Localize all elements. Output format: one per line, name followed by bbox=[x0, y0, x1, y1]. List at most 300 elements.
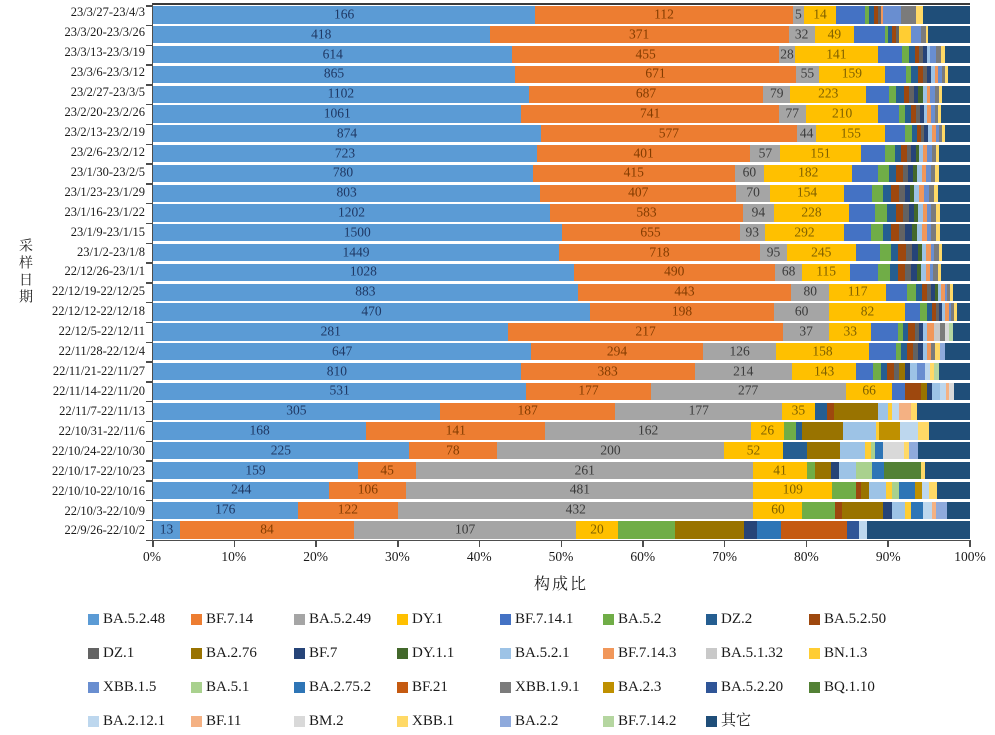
bar-segment-BA.5.2.49 bbox=[736, 185, 769, 202]
y-axis-category-label: 22/11/28-22/12/4 bbox=[58, 344, 145, 359]
bar-23/1/30-23/2/5 bbox=[153, 165, 970, 182]
y-axis-tick bbox=[146, 282, 153, 284]
bar-segment-DY.1 bbox=[751, 422, 784, 439]
y-axis-category-label: 22/11/21-22/11/27 bbox=[52, 364, 145, 379]
bar-segment-DY.1 bbox=[753, 502, 802, 519]
bar-row bbox=[153, 64, 970, 84]
legend-label: BA.2.76 bbox=[206, 645, 257, 661]
legend-item-BA.5.2.48 bbox=[88, 612, 189, 627]
legend-label: BQ.1.10 bbox=[824, 679, 875, 695]
bar-22/11/28-22/12/4 bbox=[153, 343, 970, 360]
y-axis-category-label: 22/12/26-23/1/1 bbox=[64, 264, 145, 279]
legend-item-BA.5.2.1 bbox=[500, 646, 601, 661]
bar-22/9/26-22/10/2 bbox=[153, 521, 970, 538]
legend-item-BF.7.14 bbox=[191, 612, 292, 627]
y-axis-tick bbox=[146, 262, 153, 264]
bar-segment-BF.7.14 bbox=[180, 521, 354, 538]
legend-item-DZ.2 bbox=[706, 612, 807, 627]
bar-segment-BA.5.2.50 bbox=[898, 264, 905, 281]
segment-value-label: 95 bbox=[766, 244, 781, 260]
bar-row bbox=[153, 5, 970, 25]
bar-segment-BF.7.14 bbox=[409, 442, 497, 459]
bar-segment-BA.5.2.49 bbox=[735, 165, 764, 182]
bar-segment-BA.2.12.1 bbox=[923, 502, 931, 519]
segment-value-label: 20 bbox=[590, 521, 604, 537]
legend-label: BF.7.14 bbox=[206, 611, 254, 627]
bar-row bbox=[153, 203, 970, 223]
bar-segment-BA.5.2.48 bbox=[153, 6, 535, 23]
x-axis-tick-label: 70% bbox=[712, 549, 737, 564]
segment-value-label: 14 bbox=[813, 6, 827, 22]
legend-label: DZ.1 bbox=[103, 645, 135, 661]
y-axis-tick bbox=[146, 64, 153, 66]
legend-label: DZ.2 bbox=[721, 611, 753, 627]
bar-segment-DZ.2 bbox=[815, 403, 827, 420]
bar-segment-BA.5.2.48 bbox=[153, 502, 298, 519]
segment-value-label: 79 bbox=[770, 85, 784, 101]
x-axis-title: 构成比 bbox=[533, 576, 588, 593]
bar-segment-BA.5.2.48 bbox=[153, 442, 409, 459]
bar-segment-BA.5.2 bbox=[907, 284, 916, 301]
bar-row bbox=[153, 25, 970, 45]
y-axis-category-label: 23/1/9-23/1/15 bbox=[70, 224, 145, 239]
y-axis-tick bbox=[146, 361, 153, 363]
y-axis-category-label: 23/3/20-23/3/26 bbox=[64, 25, 145, 40]
segment-value-label: 177 bbox=[688, 402, 709, 418]
bar-segment-BF.7.14.1 bbox=[856, 363, 872, 380]
bar-segment-BA.5.2.1 bbox=[843, 422, 876, 439]
bar-segment-BA.5.2.49 bbox=[791, 284, 829, 301]
segment-value-label: 158 bbox=[812, 343, 833, 359]
segment-value-label: 57 bbox=[758, 145, 773, 161]
legend-item-BN.1.3 bbox=[809, 646, 910, 661]
bar-segment-BA.2.75.2 bbox=[911, 502, 923, 519]
bar-23/1/9-23/1/15 bbox=[153, 224, 970, 241]
legend-item-BA.5.2.50 bbox=[809, 612, 910, 627]
x-axis-tick bbox=[969, 540, 971, 547]
bar-segment-BA.5.2.48 bbox=[153, 145, 537, 162]
y-axis-category-label: 23/2/13-23/2/19 bbox=[64, 124, 145, 139]
bar-segment-BA.2.76 bbox=[834, 403, 879, 420]
bar-segment-BF.7.14 bbox=[515, 66, 796, 83]
legend-color-swatch bbox=[191, 682, 202, 693]
bar-segment-BA.5.2.49 bbox=[779, 46, 795, 63]
bar-segment-DZ.2 bbox=[883, 185, 890, 202]
segment-value-label: 277 bbox=[738, 383, 759, 399]
y-axis-category-label: 23/1/23-23/1/29 bbox=[64, 184, 145, 199]
bar-segment-BF.7.14.1 bbox=[856, 244, 881, 261]
bar-segment-BA.5.2 bbox=[802, 502, 835, 519]
bar-row bbox=[153, 164, 970, 184]
bar-segment-DZ.2 bbox=[883, 224, 891, 241]
legend-label: BA.2.2 bbox=[515, 713, 559, 729]
bar-segment-BA.5.2.48 bbox=[153, 403, 440, 420]
legend-label: XBB.1.9.1 bbox=[515, 679, 580, 695]
legend-color-swatch bbox=[603, 614, 614, 625]
segment-value-label: 780 bbox=[332, 165, 354, 181]
segment-value-label: 217 bbox=[635, 323, 656, 339]
segment-value-label: 443 bbox=[674, 283, 695, 299]
bar-22/12/12-22/12/18 bbox=[153, 303, 970, 320]
x-axis-tick bbox=[315, 540, 317, 547]
segment-value-label: 383 bbox=[597, 363, 618, 379]
bar-segment-BA.5.2.20 bbox=[847, 521, 859, 538]
legend-color-swatch bbox=[191, 716, 202, 727]
bar-row bbox=[153, 104, 970, 124]
bar-row bbox=[153, 282, 970, 302]
bar-segment-BA.5.2.49 bbox=[651, 383, 846, 400]
legend-color-swatch bbox=[397, 648, 408, 659]
bar-segment-BA.5.2 bbox=[784, 422, 796, 439]
plot-area bbox=[152, 3, 970, 541]
y-axis-category-label: 22/11/7-22/11/13 bbox=[59, 403, 145, 418]
bar-segment-BA.2.3 bbox=[879, 422, 899, 439]
bar-segment-BA.5.2.48 bbox=[153, 204, 550, 221]
segment-value-label: 44 bbox=[799, 125, 814, 141]
bar-segment-BA.5.2.48 bbox=[153, 86, 529, 103]
legend-item-BF.7.14.3 bbox=[603, 646, 704, 661]
legend-item-其它 bbox=[706, 714, 807, 729]
segment-value-label: 1028 bbox=[349, 264, 377, 280]
x-axis-tick bbox=[724, 540, 726, 547]
y-axis-category-label: 22/12/19-22/12/25 bbox=[51, 284, 145, 299]
bar-segment-BF.7.14 bbox=[540, 185, 736, 202]
legend-color-swatch bbox=[603, 682, 614, 693]
legend-color-swatch bbox=[500, 648, 511, 659]
segment-value-label: 481 bbox=[569, 482, 590, 498]
y-axis-tick bbox=[146, 25, 153, 27]
legend-label: BA.5.2.49 bbox=[309, 611, 372, 627]
bar-22/10/31-22/11/6 bbox=[153, 422, 970, 439]
segment-value-label: 141 bbox=[445, 422, 466, 438]
segment-value-label: 162 bbox=[637, 422, 659, 438]
y-axis-category-label: 22/12/5-22/12/11 bbox=[58, 324, 145, 339]
y-axis-category-label: 23/2/27-23/3/5 bbox=[70, 85, 145, 100]
bar-22/10/24-22/10/30 bbox=[153, 442, 970, 459]
segment-value-label: 55 bbox=[800, 66, 815, 82]
bar-segment-BA.5.2 bbox=[920, 303, 927, 320]
bar-segment-BA.5.2 bbox=[878, 264, 890, 281]
segment-value-label: 470 bbox=[361, 303, 382, 319]
legend-label: BA.2.12.1 bbox=[103, 713, 166, 729]
legend-label: DY.1.1 bbox=[412, 645, 455, 661]
bar-segment-DY.1 bbox=[792, 363, 857, 380]
bar-segment-BF.7.14 bbox=[512, 46, 778, 63]
legend-item-BF.7 bbox=[294, 646, 395, 661]
bar-segment-DY.1 bbox=[576, 521, 618, 538]
legend-item-BF.7.14.2 bbox=[603, 714, 704, 729]
legend-color-swatch bbox=[294, 716, 305, 727]
bar-segment-BA.5.2.49 bbox=[779, 105, 806, 122]
bar-segment-BF.7.14.1 bbox=[869, 343, 897, 360]
segment-value-label: 415 bbox=[623, 165, 644, 181]
legend-label: BN.1.3 bbox=[824, 645, 868, 661]
x-axis-tick bbox=[397, 540, 399, 547]
segment-value-label: 182 bbox=[798, 165, 819, 181]
legend-item-BA.2.12.1 bbox=[88, 714, 189, 729]
segment-value-label: 107 bbox=[454, 521, 476, 537]
legend-color-swatch bbox=[706, 716, 717, 727]
bar-segment-其它 bbox=[945, 343, 970, 360]
bar-segment-BA.2.76 bbox=[807, 442, 840, 459]
y-axis-category-label: 22/11/14-22/11/20 bbox=[52, 383, 145, 398]
y-axis-tick bbox=[146, 124, 153, 126]
bar-segment-BA.5.2 bbox=[885, 145, 895, 162]
legend-label: BF.7.14.1 bbox=[515, 611, 574, 627]
bar-segment-其它 bbox=[938, 185, 970, 202]
bar-segment-BA.5.2.49 bbox=[545, 422, 751, 439]
x-axis-tick bbox=[152, 540, 154, 547]
bar-row bbox=[153, 84, 970, 104]
bar-segment-BA.5.2.48 bbox=[153, 422, 366, 439]
segment-value-label: 112 bbox=[654, 6, 674, 22]
legend-item-BF.7.14.1 bbox=[500, 612, 601, 627]
bar-segment-BA.5.2 bbox=[875, 204, 887, 221]
legend-label: DY.1 bbox=[412, 611, 443, 627]
bar-segment-BA.5.2.1 bbox=[840, 442, 865, 459]
bar-segment-BN.1.3 bbox=[899, 26, 911, 43]
legend-color-swatch bbox=[191, 614, 202, 625]
bar-row bbox=[153, 520, 970, 540]
bar-segment-BF.21 bbox=[781, 521, 846, 538]
bar-22/11/21-22/11/27 bbox=[153, 363, 970, 380]
bar-row bbox=[153, 322, 970, 342]
legend-label: XBB.1.5 bbox=[103, 679, 157, 695]
segment-value-label: 198 bbox=[671, 303, 693, 319]
segment-value-label: 261 bbox=[574, 462, 595, 478]
bar-row bbox=[153, 362, 970, 382]
y-axis-tick bbox=[146, 223, 153, 225]
bar-segment-BA.5.2.48 bbox=[153, 105, 521, 122]
segment-value-label: 60 bbox=[794, 303, 809, 319]
bar-segment-BQ.1.10 bbox=[884, 462, 921, 479]
segment-value-label: 305 bbox=[286, 402, 307, 418]
legend-label: BA.5.2.1 bbox=[515, 645, 570, 661]
y-axis-tick bbox=[146, 45, 153, 47]
bar-segment-BA.5.2.1 bbox=[932, 383, 940, 400]
bar-segment-BA.5.2.48 bbox=[153, 284, 578, 301]
segment-value-label: 418 bbox=[311, 26, 332, 42]
bar-segment-BA.5.2.48 bbox=[153, 185, 540, 202]
bar-23/2/6-23/2/12 bbox=[153, 145, 970, 162]
legend-color-swatch bbox=[397, 614, 408, 625]
bar-segment-DY.1 bbox=[724, 442, 783, 459]
bar-segment-BA.5.2.48 bbox=[153, 125, 541, 142]
bar-segment-DY.1 bbox=[790, 86, 866, 103]
bar-segment-DY.1 bbox=[782, 403, 815, 420]
bar-row bbox=[153, 183, 970, 203]
bar-row bbox=[153, 302, 970, 322]
bar-segment-BA.5.2 bbox=[832, 482, 857, 499]
segment-value-label: 93 bbox=[745, 224, 759, 240]
bar-segment-BA.5.2.49 bbox=[398, 502, 753, 519]
bar-segment-DY.1 bbox=[770, 185, 844, 202]
bar-segment-其它 bbox=[867, 521, 970, 538]
bar-segment-DY.1 bbox=[753, 462, 806, 479]
bar-segment-BA.5.2.49 bbox=[774, 303, 830, 320]
bar-segment-DY.1 bbox=[776, 343, 868, 360]
segment-value-label: 577 bbox=[658, 125, 680, 141]
bar-23/2/20-23/2/26 bbox=[153, 105, 970, 122]
segment-value-label: 407 bbox=[628, 184, 649, 200]
segment-value-label: 883 bbox=[355, 283, 376, 299]
x-axis-tick bbox=[806, 540, 808, 547]
legend-item-XBB.1.9.1 bbox=[500, 680, 601, 695]
bar-segment-BA.2.75.2 bbox=[875, 442, 883, 459]
y-axis-title: 采样日期 bbox=[17, 238, 32, 306]
bar-segment-其它 bbox=[953, 284, 970, 301]
bar-segment-BA.5.1 bbox=[856, 462, 872, 479]
bar-segment-DY.1 bbox=[802, 264, 849, 281]
y-axis-tick bbox=[146, 401, 153, 403]
legend-color-swatch bbox=[706, 648, 717, 659]
x-axis-tick-label: 60% bbox=[630, 549, 656, 564]
bar-segment-BF.7.14 bbox=[298, 502, 398, 519]
y-axis-category-label: 23/1/2-23/1/8 bbox=[76, 244, 145, 259]
bar-segment-BF.7 bbox=[744, 521, 756, 538]
bar-segment-BA.5.2.49 bbox=[760, 244, 787, 261]
bar-segment-其它 bbox=[939, 165, 970, 182]
bar-segment-BF.7.14 bbox=[329, 482, 406, 499]
bar-segment-DZ.2 bbox=[890, 264, 898, 281]
bar-segment-其它 bbox=[947, 502, 970, 519]
bar-segment-BA.2.76 bbox=[861, 482, 869, 499]
bar-segment-BA.5.2.48 bbox=[153, 303, 590, 320]
bar-segment-其它 bbox=[923, 6, 970, 23]
segment-value-label: 874 bbox=[336, 125, 358, 141]
bar-segment-其它 bbox=[940, 224, 970, 241]
bar-segment-BF.7.14 bbox=[508, 323, 783, 340]
segment-value-label: 432 bbox=[565, 501, 586, 517]
bar-segment-BA.5.2 bbox=[873, 363, 881, 380]
segment-value-label: 80 bbox=[803, 283, 817, 299]
bar-segment-BA.5.2.50 bbox=[898, 244, 906, 261]
bar-segment-BA.5.2 bbox=[878, 165, 889, 182]
bar-segment-BA.2.76 bbox=[675, 521, 744, 538]
segment-value-label: 5 bbox=[795, 6, 802, 22]
x-axis-tick-label: 100% bbox=[954, 549, 986, 564]
bar-segment-BA.5.2.50 bbox=[891, 185, 899, 202]
bar-segment-BA.5.2.48 bbox=[153, 521, 180, 538]
legend-color-swatch bbox=[88, 682, 99, 693]
legend-label: BF.7.14.3 bbox=[618, 645, 677, 661]
bar-segment-BF.7.14.1 bbox=[844, 185, 872, 202]
bar-segment-BF.7.14.1 bbox=[878, 46, 903, 63]
bar-segment-BA.5.2.49 bbox=[743, 204, 774, 221]
bar-segment-DY.1 bbox=[780, 145, 860, 162]
x-axis-tick-label: 50% bbox=[548, 549, 574, 564]
segment-value-label: 77 bbox=[785, 105, 800, 121]
bar-segment-BA.5.2.48 bbox=[153, 363, 521, 380]
bar-segment-BA.5.2.49 bbox=[775, 264, 803, 281]
bar-segment-DY.1 bbox=[753, 482, 831, 499]
legend-color-swatch bbox=[88, 716, 99, 727]
segment-value-label: 35 bbox=[791, 402, 806, 418]
bar-segment-BF.7.14 bbox=[537, 145, 750, 162]
bar-segment-BF.7.14.1 bbox=[885, 125, 905, 142]
bar-segment-BF.7 bbox=[831, 462, 839, 479]
bar-segment-DY.1 bbox=[787, 244, 856, 261]
segment-value-label: 94 bbox=[751, 204, 766, 220]
segment-value-label: 37 bbox=[799, 323, 813, 339]
bar-segment-BA.5.2.1 bbox=[892, 502, 904, 519]
bar-segment-BF.7.14 bbox=[521, 105, 778, 122]
bar-segment-其它 bbox=[948, 66, 970, 83]
bar-segment-XBB.1.9.1 bbox=[901, 6, 916, 23]
bar-segment-XBB.1.5 bbox=[917, 363, 925, 380]
segment-value-label: 155 bbox=[840, 125, 861, 141]
legend-color-swatch bbox=[88, 614, 99, 625]
bar-segment-BF.7.14 bbox=[578, 284, 791, 301]
legend-item-BA.2.75.2 bbox=[294, 680, 395, 695]
bar-22/10/10-22/10/16 bbox=[153, 482, 970, 499]
y-axis-category-label: 22/10/31-22/11/6 bbox=[58, 423, 145, 438]
bar-23/3/20-23/3/26 bbox=[153, 26, 970, 43]
bar-segment-BA.5.2.48 bbox=[153, 264, 574, 281]
segment-value-label: 244 bbox=[231, 482, 252, 498]
bar-segment-BA.5.2.49 bbox=[796, 66, 819, 83]
bar-segment-BA.5.2 bbox=[618, 521, 675, 538]
bar-segment-其它 bbox=[953, 323, 970, 340]
segment-value-label: 117 bbox=[847, 283, 868, 299]
bar-segment-BF.7.14 bbox=[440, 403, 616, 420]
bar-segment-BA.5.2.49 bbox=[763, 86, 790, 103]
bar-segment-其它 bbox=[954, 383, 970, 400]
bar-segment-BF.7.14 bbox=[541, 125, 797, 142]
y-axis-tick bbox=[146, 302, 153, 304]
bar-22/11/14-22/11/20 bbox=[153, 383, 970, 400]
bar-segment-BA.2.12.1 bbox=[900, 422, 919, 439]
segment-value-label: 143 bbox=[814, 363, 835, 379]
bar-segment-BF.7.14.1 bbox=[905, 303, 920, 320]
y-axis-tick bbox=[146, 520, 153, 522]
bar-23/3/6-23/3/12 bbox=[153, 66, 970, 83]
bar-segment-BA.5.2 bbox=[807, 462, 815, 479]
segment-value-label: 223 bbox=[818, 85, 839, 101]
segment-value-label: 210 bbox=[831, 105, 853, 121]
segment-value-label: 166 bbox=[334, 6, 355, 22]
segment-value-label: 109 bbox=[782, 482, 803, 498]
segment-value-label: 33 bbox=[843, 323, 858, 339]
segment-value-label: 70 bbox=[746, 184, 760, 200]
bar-segment-DY.1 bbox=[804, 6, 836, 23]
bar-segment-BF.7.14 bbox=[521, 363, 695, 380]
bar-segment-BA.5.2.49 bbox=[793, 6, 804, 23]
bar-segment-BA.5.2.48 bbox=[153, 224, 562, 241]
y-axis-tick bbox=[146, 203, 153, 205]
bar-segment-BA.5.2.1 bbox=[869, 482, 885, 499]
legend-item-BA.5.1 bbox=[191, 680, 292, 695]
segment-value-label: 292 bbox=[794, 224, 815, 240]
segment-value-label: 176 bbox=[215, 501, 236, 517]
segment-value-label: 225 bbox=[270, 442, 291, 458]
segment-value-label: 455 bbox=[635, 46, 656, 62]
bar-segment-其它 bbox=[929, 422, 970, 439]
bar-segment-DZ.2 bbox=[896, 86, 903, 103]
segment-value-label: 655 bbox=[640, 224, 661, 240]
y-axis-tick bbox=[146, 104, 153, 106]
bar-row bbox=[153, 223, 970, 243]
bar-segment-其它 bbox=[937, 482, 970, 499]
bar-segment-其它 bbox=[917, 403, 970, 420]
bar-segment-BA.2.2 bbox=[936, 502, 947, 519]
bar-segment-其它 bbox=[918, 442, 970, 459]
bar-segment-XBB.1 bbox=[929, 482, 937, 499]
legend-label: BA.2.3 bbox=[618, 679, 662, 695]
segment-value-label: 84 bbox=[260, 521, 274, 537]
x-axis-labels bbox=[143, 549, 986, 567]
legend-label: BA.5.1 bbox=[206, 679, 250, 695]
